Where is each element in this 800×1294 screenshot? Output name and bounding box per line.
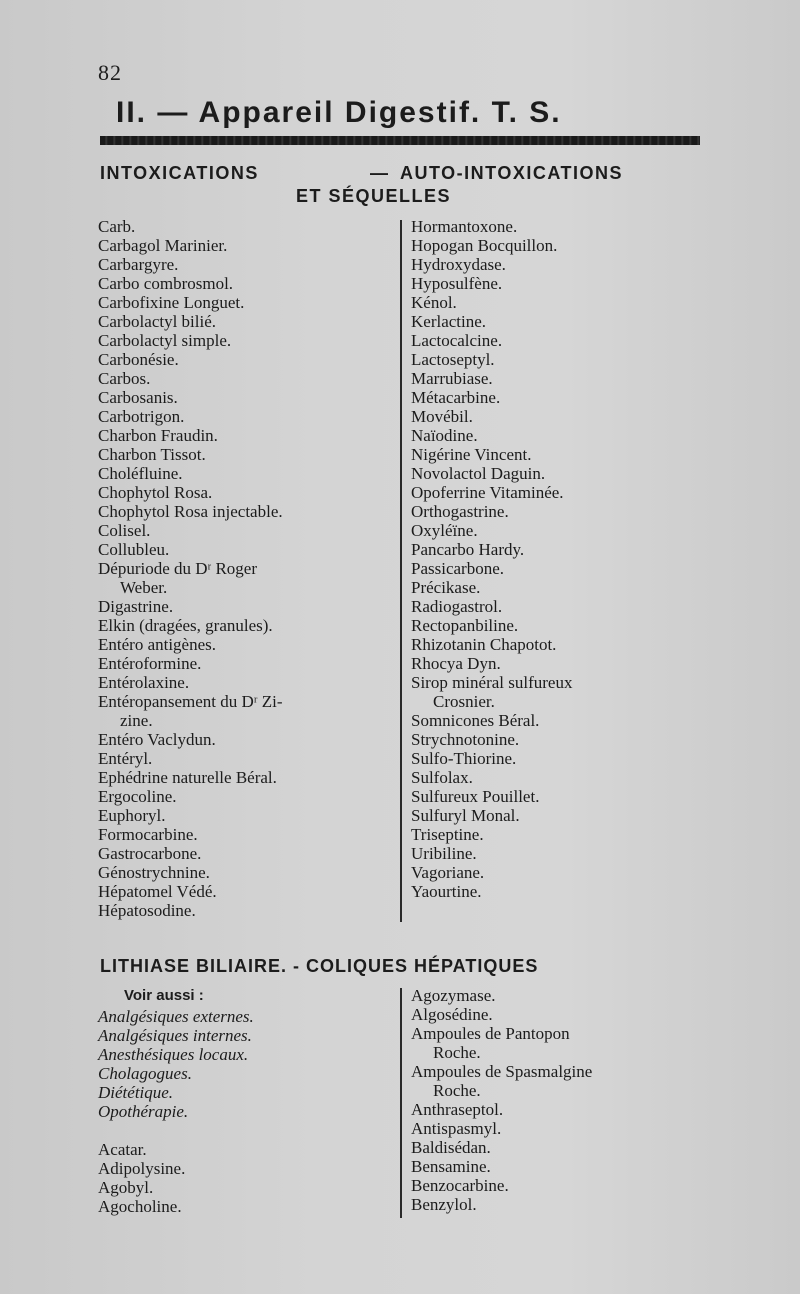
product-entry: Entéro antigènes. xyxy=(98,635,217,654)
see-also-entry: Cholagogues. xyxy=(98,1064,192,1083)
product-entry: Bensamine. xyxy=(411,1157,491,1176)
product-entry: Algosédine. xyxy=(411,1005,493,1024)
product-entry: Marrubiase. xyxy=(411,369,493,388)
product-entry: Agozymase. xyxy=(411,986,496,1005)
product-entry: Lactoseptyl. xyxy=(411,350,495,369)
see-also-entry: Analgésiques externes. xyxy=(98,1007,254,1026)
product-entry: Benzocarbine. xyxy=(411,1176,509,1195)
product-entry: Baldisédan. xyxy=(411,1138,491,1157)
product-entry: Choléfluine. xyxy=(98,464,183,483)
product-entry: Uribiline. xyxy=(411,844,477,863)
product-entry: Colisel. xyxy=(98,521,151,540)
product-entry: Génostrychnine. xyxy=(98,863,210,882)
product-entry: Sulfuryl Monal. xyxy=(411,806,520,825)
see-also-entry: Analgésiques internes. xyxy=(98,1026,252,1045)
product-entry: Adipolysine. xyxy=(98,1159,186,1178)
product-entry: Acatar. xyxy=(98,1140,147,1159)
product-entry: Euphoryl. xyxy=(98,806,166,825)
product-entry: Hépatosodine. xyxy=(98,901,196,920)
product-entry: Passicarbone. xyxy=(411,559,505,578)
section1-right-column xyxy=(411,217,703,901)
product-entry: Ampoules de Spasmalgine xyxy=(411,1062,593,1081)
product-entry: Carbolactyl simple. xyxy=(98,331,232,350)
product-entry: Ergocoline. xyxy=(98,787,177,806)
section-heading-intoxications: INTOXICATIONS xyxy=(100,163,259,183)
product-entry: Elkin (dragées, granules). xyxy=(98,616,273,635)
product-entry: Nigérine Vincent. xyxy=(411,445,532,464)
product-entry: Carbotrigon. xyxy=(98,407,185,426)
product-entry: Sulfolax. xyxy=(411,768,473,787)
product-entry: Carbolactyl bilié. xyxy=(98,312,217,331)
product-entry-continuation: zine. xyxy=(120,711,153,730)
product-entry: Strychnotonine. xyxy=(411,730,520,749)
product-entry: Hépatomel Védé. xyxy=(98,882,217,901)
product-entry: Triseptine. xyxy=(411,825,484,844)
product-entry: Ephédrine naturelle Béral. xyxy=(98,768,277,787)
product-entry: Carbargyre. xyxy=(98,255,179,274)
page-number: 82 xyxy=(98,60,122,85)
section-heading-lithiase-biliaire: LITHIASE BILIAIRE. - COLIQUES HÉPATIQUES xyxy=(100,956,539,976)
product-entry: Entéryl. xyxy=(98,749,153,768)
product-entry: Gastrocarbone. xyxy=(98,844,202,863)
product-entry: Entéro Vaclydun. xyxy=(98,730,216,749)
product-entry-continuation: Weber. xyxy=(120,578,168,597)
product-entry-continuation: Roche. xyxy=(433,1043,481,1062)
product-entry: Sulfo-Thiorine. xyxy=(411,749,517,768)
product-entry: Lactocalcine. xyxy=(411,331,503,350)
column-divider xyxy=(400,988,402,1218)
product-entry: Kénol. xyxy=(411,293,457,312)
product-entry: Agocholine. xyxy=(98,1197,182,1216)
see-also-entry: Diététique. xyxy=(98,1083,174,1102)
product-entry: Rectopanbiline. xyxy=(411,616,519,635)
product-entry: Radiogastrol. xyxy=(411,597,503,616)
section2-right-column xyxy=(411,986,703,1214)
section-heading-dash: — xyxy=(370,163,390,183)
product-entry: Somnicones Béral. xyxy=(411,711,540,730)
section1-left-column xyxy=(98,217,390,920)
product-entry: Ampoules de Pantopon xyxy=(411,1024,570,1043)
product-entry: Hormantoxone. xyxy=(411,217,518,236)
product-entry: Entérolaxine. xyxy=(98,673,190,692)
product-entry-continuation: Roche. xyxy=(433,1081,481,1100)
product-entry: Métacarbine. xyxy=(411,388,501,407)
product-entry: Entéropansement du Dʳ Zi- xyxy=(98,692,283,711)
product-entry: Carb. xyxy=(98,217,136,236)
product-entry: Sirop minéral sulfureux xyxy=(411,673,573,692)
section-heading-auto-intoxications: AUTO-INTOXICATIONS xyxy=(400,163,624,183)
product-entry: Hydroxydase. xyxy=(411,255,506,274)
product-entry: Vagoriane. xyxy=(411,863,485,882)
product-entry: Dépuriode du Dʳ Roger xyxy=(98,559,258,578)
product-entry: Charbon Tissot. xyxy=(98,445,206,464)
product-entry: Hyposulfène. xyxy=(411,274,503,293)
product-entry: Digastrine. xyxy=(98,597,174,616)
product-entry: Carbofixine Longuet. xyxy=(98,293,245,312)
see-also-entry: Anesthésiques locaux. xyxy=(98,1045,249,1064)
product-entry: Oxyléïne. xyxy=(411,521,478,540)
product-entry: Orthogastrine. xyxy=(411,502,509,521)
product-entry: Rhizotanin Chapotot. xyxy=(411,635,557,654)
chapter-title: II. — Appareil Digestif. T. S. xyxy=(116,96,562,129)
product-entry: Carbonésie. xyxy=(98,350,179,369)
product-entry: Chophytol Rosa. xyxy=(98,483,213,502)
product-entry: Entéroformine. xyxy=(98,654,202,673)
product-entry: Antispasmyl. xyxy=(411,1119,502,1138)
product-entry: Benzylol. xyxy=(411,1195,477,1214)
product-entry: Carbos. xyxy=(98,369,151,388)
product-entry: Carbo combrosmol. xyxy=(98,274,234,293)
product-entry: Naïodine. xyxy=(411,426,478,445)
product-entry: Movébil. xyxy=(411,407,473,426)
product-entry: Rhocya Dyn. xyxy=(411,654,501,673)
product-entry: Opoferrine Vitaminée. xyxy=(411,483,564,502)
product-entry: Charbon Fraudin. xyxy=(98,426,218,445)
product-entry: Agobyl. xyxy=(98,1178,154,1197)
section2-left-column xyxy=(98,986,390,1216)
product-entry: Chophytol Rosa injectable. xyxy=(98,502,283,521)
product-entry: Kerlactine. xyxy=(411,312,487,331)
section-heading-sequelles: ET SÉQUELLES xyxy=(296,186,452,206)
column-divider xyxy=(400,220,402,922)
see-also-entry: Opothérapie. xyxy=(98,1102,189,1121)
product-entry: Hopogan Bocquillon. xyxy=(411,236,558,255)
product-entry: Yaourtine. xyxy=(411,882,482,901)
product-entry-continuation: Crosnier. xyxy=(433,692,495,711)
product-entry: Formocarbine. xyxy=(98,825,198,844)
product-entry: Anthraseptol. xyxy=(411,1100,504,1119)
see-also-label: Voir aussi : xyxy=(124,987,204,1004)
chapter-title-rule xyxy=(100,136,700,145)
product-entry: Novolactol Daguin. xyxy=(411,464,546,483)
product-entry: Collubleu. xyxy=(98,540,170,559)
product-entry: Carbosanis. xyxy=(98,388,178,407)
product-entry: Pancarbo Hardy. xyxy=(411,540,525,559)
product-entry: Carbagol Marinier. xyxy=(98,236,228,255)
product-entry: Précikase. xyxy=(411,578,481,597)
product-entry: Sulfureux Pouillet. xyxy=(411,787,540,806)
spacer xyxy=(98,1121,390,1140)
